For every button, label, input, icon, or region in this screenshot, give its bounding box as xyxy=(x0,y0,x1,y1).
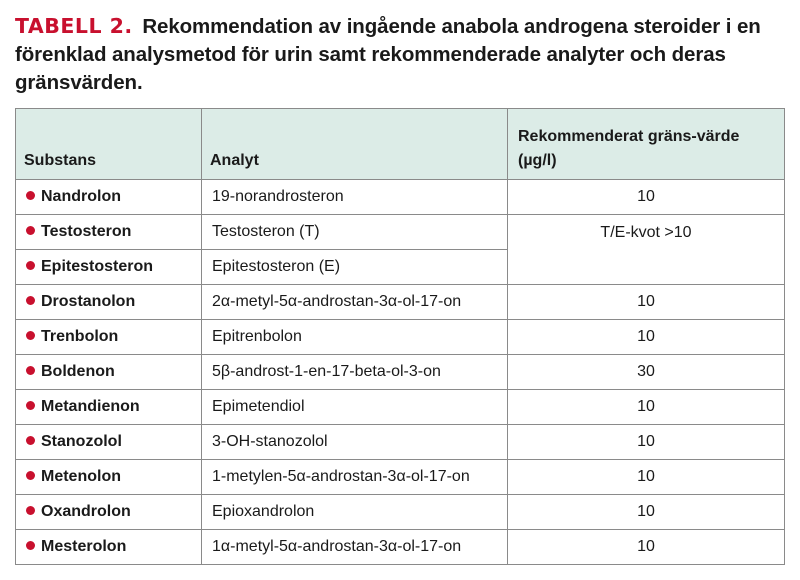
substans-name: Stanozolol xyxy=(41,433,122,450)
analyt-cell: Epitestosteron (E) xyxy=(202,250,508,285)
analyt-cell: 2α-metyl-5α-androstan-3α-ol-17-on xyxy=(202,285,508,320)
substans-name: Metandienon xyxy=(41,398,140,415)
bullet-icon xyxy=(26,261,35,270)
substans-name: Oxandrolon xyxy=(41,503,131,520)
substans-name: Testosteron xyxy=(41,223,132,240)
table-row xyxy=(16,530,785,565)
bullet-icon xyxy=(26,471,35,480)
substans-name: Drostanolon xyxy=(41,293,136,310)
bullet-icon xyxy=(26,506,35,515)
analyt-cell: 3-OH-stanozolol xyxy=(202,425,508,460)
analyt-cell: Epioxandrolon xyxy=(202,495,508,530)
table-row xyxy=(16,495,785,530)
value-cell: 10 xyxy=(508,425,785,460)
table-row xyxy=(16,285,785,320)
substans-cell xyxy=(16,425,202,460)
substans-name: Trenbolon xyxy=(41,328,119,345)
analyt-cell: 1-metylen-5α-androstan-3α-ol-17-on xyxy=(202,460,508,495)
substans-name: Mesterolon xyxy=(41,538,127,555)
substans-cell xyxy=(16,285,202,320)
table-row xyxy=(16,180,785,215)
substans-cell xyxy=(16,180,202,215)
table-row xyxy=(16,355,785,390)
table-row xyxy=(16,390,785,425)
steroid-table-container xyxy=(15,108,784,565)
value-cell-merged: T/E-kvot >10 xyxy=(508,215,785,285)
bullet-icon xyxy=(26,226,35,235)
table-row xyxy=(16,320,785,355)
value-cell: 10 xyxy=(508,495,785,530)
header-analyt: Analyt xyxy=(202,109,508,180)
header-value: Rekommenderat gräns-värde (µg/l) xyxy=(508,109,785,180)
analyt-cell: Testosteron (T) xyxy=(202,215,508,250)
value-cell: 10 xyxy=(508,390,785,425)
header-substans: Substans xyxy=(16,109,202,180)
substans-cell xyxy=(16,495,202,530)
caption-text: Rekommendation av ingående anabola androgena steroider i en förenklad analysmetod för urin samt rekommenderade analyter och deras gränsvärden. xyxy=(15,15,761,94)
substans-cell xyxy=(16,215,202,250)
substans-cell xyxy=(16,320,202,355)
bullet-icon xyxy=(26,541,35,550)
bullet-icon xyxy=(26,366,35,375)
header-row xyxy=(16,109,785,180)
substans-name: Metenolon xyxy=(41,468,121,485)
analyt-cell: 5β-androst-1-en-17-beta-ol-3-on xyxy=(202,355,508,390)
analyt-cell: 19-norandrosteron xyxy=(202,180,508,215)
table-row xyxy=(16,425,785,460)
substans-name: Epitestosteron xyxy=(41,258,154,275)
substans-cell xyxy=(16,250,202,285)
value-cell: 10 xyxy=(508,285,785,320)
table-row xyxy=(16,460,785,495)
substans-cell xyxy=(16,530,202,565)
analyt-cell: Epimetendiol xyxy=(202,390,508,425)
substans-name: Nandrolon xyxy=(41,188,121,205)
value-cell: 10 xyxy=(508,320,785,355)
table-caption xyxy=(15,12,785,97)
bullet-icon xyxy=(26,296,35,305)
substans-name: Boldenon xyxy=(41,363,115,380)
table-label: TABELL 2. xyxy=(15,14,133,38)
table-row xyxy=(16,215,785,250)
bullet-icon xyxy=(26,191,35,200)
substans-cell xyxy=(16,355,202,390)
bullet-icon xyxy=(26,436,35,445)
substans-cell xyxy=(16,390,202,425)
value-cell: 30 xyxy=(508,355,785,390)
steroid-table xyxy=(15,108,785,565)
value-cell: 10 xyxy=(508,460,785,495)
bullet-icon xyxy=(26,331,35,340)
substans-cell xyxy=(16,460,202,495)
value-cell: 10 xyxy=(508,530,785,565)
bullet-icon xyxy=(26,401,35,410)
analyt-cell: 1α-metyl-5α-androstan-3α-ol-17-on xyxy=(202,530,508,565)
value-cell: 10 xyxy=(508,180,785,215)
analyt-cell: Epitrenbolon xyxy=(202,320,508,355)
